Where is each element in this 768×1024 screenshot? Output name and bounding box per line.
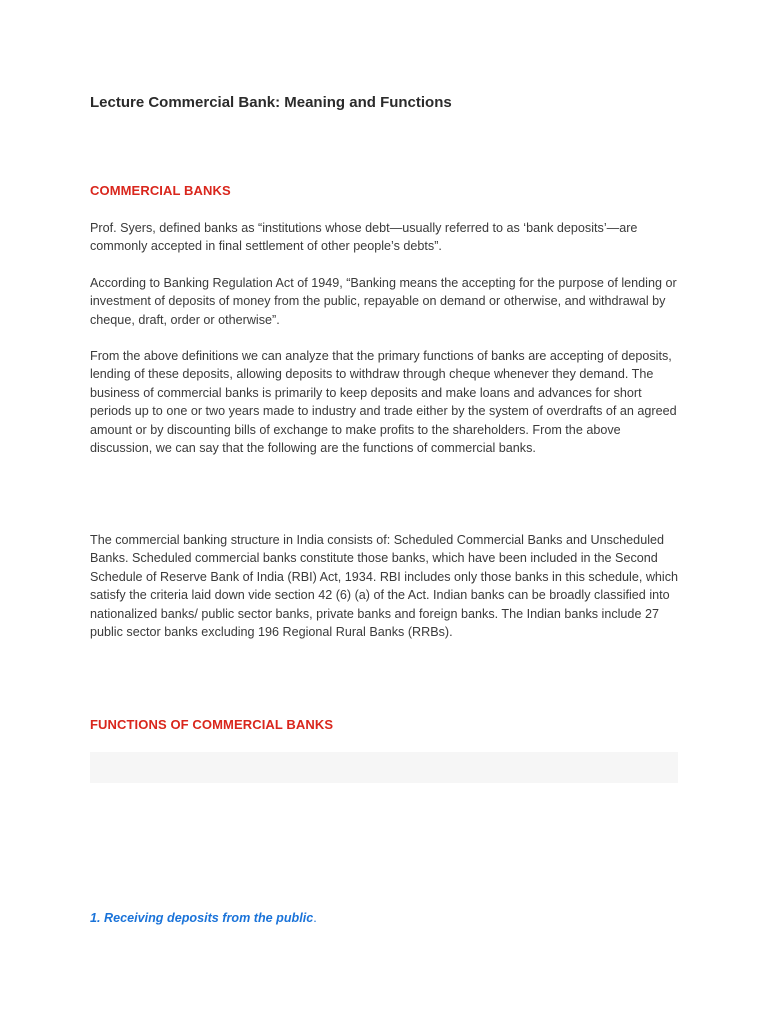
paragraph-primary-functions: From the above definitions we can analyze that the primary functions of banks are accepting of deposits, lending of these deposits, allowing deposits to withdraw through cheque whenever they demand. The business of commercial banks is primarily to keep deposits and make loans and advances for short periods up to one or two years made to industry and trade either by the system of overdrafts of an agreed amount or by discounting bills of exchange to make profits to the shareholders. From the above discussion, we can say that the following are the functions of commercial banks.: [90, 349, 677, 456]
section-heading-commercial-banks: COMMERCIAL BANKS: [90, 183, 231, 198]
content-placeholder-box: [90, 752, 678, 783]
paragraph-definition-syers: Prof. Syers, defined banks as “institutions whose debt—usually referred to as ‘bank deposits’—are commonly accepted in final settlement of other people’s debts”.: [90, 221, 638, 254]
section-heading-functions: FUNCTIONS OF COMMERCIAL BANKS: [90, 717, 334, 732]
paragraph-banking-structure-india: The commercial banking structure in India consists of: Scheduled Commercial Banks and Unscheduled Banks. Scheduled commercial banks constitute those banks, which have been included in the Second Schedule of Reserve Bank of India (RBI) Act, 1934. RBI includes only those banks in this schedule, which satisfy the criteria laid down vide section 42 (6) (a) of the Act. Indian banks can be broadly classified into nationalized banks/ public sector banks, private banks and foreign banks. The Indian banks include 27 public sector banks excluding 196 Regional Rural Banks (RRBs).: [90, 533, 679, 640]
list-item-receiving-deposits[interactable]: [90, 911, 317, 925]
list-item-period: .: [313, 911, 317, 925]
list-item-receiving-deposits-label[interactable]: 1. Receiving deposits from the public: [90, 911, 314, 925]
page-title: Lecture Commercial Bank: Meaning and Functions: [90, 94, 452, 111]
paragraph-banking-regulation-act: According to Banking Regulation Act of 1949, “Banking means the accepting for the purpose of lending or investment of deposits of money from the public, repayable on demand or otherwise, and withdrawal by cheque, draft, order or otherwise”.: [90, 276, 677, 327]
